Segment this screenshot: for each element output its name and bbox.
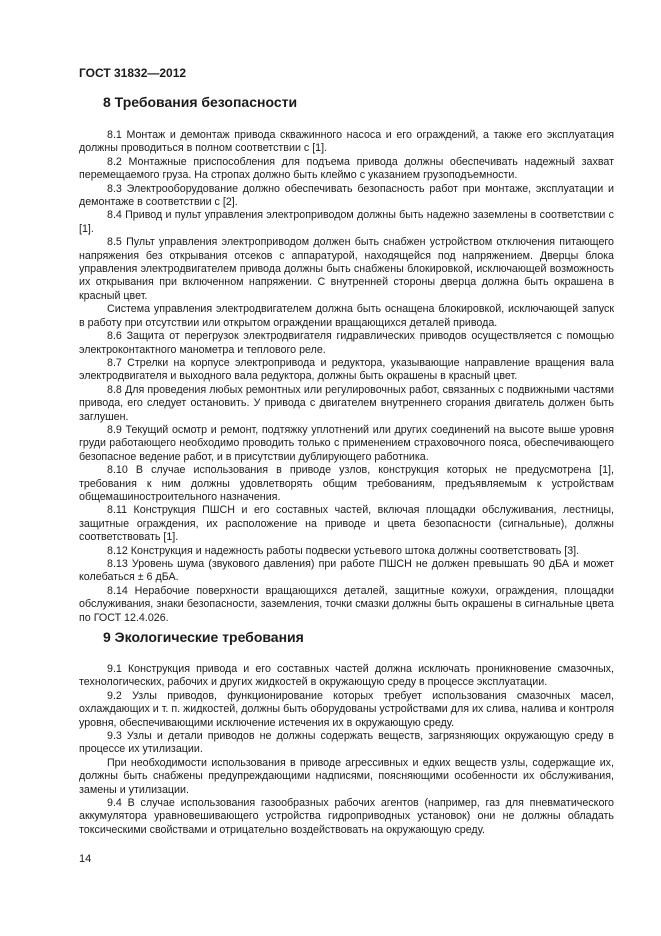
section-safety-requirements (79, 94, 614, 625)
paragraph-8-13: 8.13 Уровень шума (звукового давления) при работе ПШСН не должен превышать 90 дБА и может колебаться ± 6 дБА. (79, 558, 614, 584)
section-title: 8 Требования безопасности (103, 94, 298, 110)
paragraph-8-6: 8.6 Защита от перегрузок электродвигателя гидравлических приводов осуществляется с помощью электроконтактного манометра и теплового реле. (79, 330, 614, 356)
page-number: 14 (79, 853, 92, 865)
paragraph-9-3: 9.3 Узлы и детали приводов не должны содержать веществ, загрязняющих окружающую среду в процессе их утилизации. (79, 730, 614, 756)
section-title: 9 Экологические требования (103, 629, 304, 645)
paragraph-8-11: 8.11 Конструкция ПШСН и его составных частей, включая площадки обслуживания, лестницы, защитные ограждения, их расположение на приводе и цвета безопасности (сигнальные), должны соответствовать [1]. (79, 504, 614, 544)
paragraph-8-5: 8.5 Пульт управления электроприводом должен быть снабжен устройством отключения питающего напряжения без открывания отсеков с аппаратурой, находящейся под напряжением. Дверцы блока управления электродвигателем привода должны быть снабжены блокировкой, исключающей возможность их открывания при включенном напряжении. С внутренней стороны дверца должна быть окрашена в красный цвет. (79, 236, 614, 302)
paragraph-9-2: 9.2 Узлы приводов, функционирование которых требует использования смазочных масел, охлаждающих и т. п. жидкостей, должны быть оборудованы устройствами для их слива, налива и контроля уровня, обеспечивающими исключение истечения их в окружающую среду. (79, 689, 614, 729)
paragraph-9-4: 9.4 В случае использования газообразных рабочих агентов (например, газ для пневматического аккумулятора уравновешивающего устройства гидроприводных установок) они не должны обладать токсическими свойствами и отрицательно воздействовать на окружающую среду. (79, 797, 614, 836)
paragraph-8-10: 8.10 В случае использования в приводе узлов, конструкция которых не предусмотрена [1], требования к ним должны удовлетворять общим требованиям, предъявляемым к устройствам общемашиностроительного назначения. (79, 464, 614, 503)
paragraph-9-3-aggressive-substances: При необходимости использования в приводе агрессивных и едких веществ узлы, содержащие их, должны быть снабжены предупреждающими надписями, поясняющими особенности их обслуживания, замены и утилизации. (79, 756, 614, 796)
paragraph-8-12: 8.12 Конструкция и надежность работы подвески устьевого штока должны соответствовать [3]. (107, 544, 580, 557)
paragraph-8-8: 8.8 Для проведения любых ремонтных или регулировочных работ, связанных с подвижными частями привода, его следует остановить. У привода с двигателем внутреннего сгорания двигатель должен быть заглушен. (79, 383, 614, 423)
paragraph-8-2: 8.2 Монтажные приспособления для подъема привода должны обеспечивать надежный захват перемещаемого груза. На стропах должно быть клеймо с указанием грузоподъемности. (79, 155, 614, 182)
paragraph-8-5-control-system: Система управления электродвигателем должна быть оснащена блокировкой, исключающей запуск в работу при отсутствии или открытом ограждении вращающихся деталей привода. (79, 303, 614, 329)
paragraph-9-1: 9.1 Конструкция привода и его составных частей должна исключать проникновение смазочных, технологических, рабочих и других жидкостей в окружающую среду в процессе эксплуатации. (79, 663, 614, 689)
paragraph-8-7: 8.7 Стрелки на корпусе электропривода и редуктора, указывающие направление вращения вала электродвигателя и выходного вала редуктора, должны быть окрашены в красный цвет. (79, 356, 614, 383)
paragraph-8-1: 8.1 Монтаж и демонтаж привода скважинного насоса и его ограждений, а также его эксплуатация должны проводиться в полном соответствии с [1]. (79, 129, 614, 155)
section-environmental-requirements (79, 629, 614, 837)
paragraph-8-3: 8.3 Электрооборудование должно обеспечивать безопасность работ при монтаже, эксплуатации и демонтаже в соответствии с [2]. (79, 182, 614, 209)
paragraph-8-14: 8.14 Нерабочие поверхности вращающихся деталей, защитные кожухи, ограждения, площадки обслуживания, знаки безопасности, заземления, точки смазки должны быть окрашены в сигнальные цвета по ГОСТ 12.4.026. (79, 584, 614, 624)
paragraph-8-9: 8.9 Текущий осмотр и ремонт, подтяжку уплотнений или других соединений на высоте выше уровня груди работающего необходимо проводить только с применением страховочного пояса, обеспечивающего безопасное ведение работ, и в присутствии дублирующего работника. (79, 423, 614, 463)
paragraph-8-4: 8.4 Привод и пульт управления электроприводом должны быть надежно заземлены в соответствии с [1]. (79, 209, 614, 235)
document-id: ГОСТ 31832—2012 (79, 66, 187, 80)
